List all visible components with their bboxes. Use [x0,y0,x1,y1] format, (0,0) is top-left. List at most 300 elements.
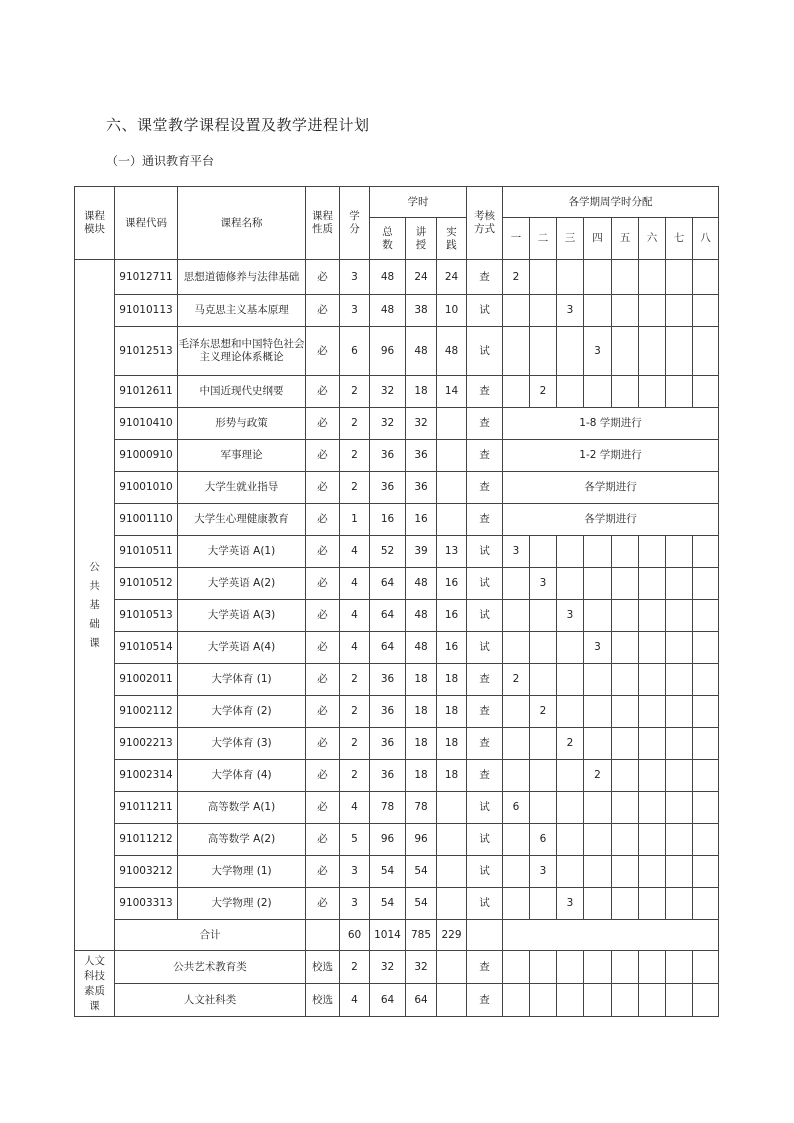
course-name: 公共艺术教育类 [115,951,306,984]
course-credit: 4 [340,568,370,600]
module-humanities [75,951,115,1017]
course-nature: 必 [306,327,340,376]
hours-total: 32 [370,408,406,440]
semester-hours [612,664,639,696]
header-semester-1: 一 [503,218,530,260]
semester-hours [503,600,530,632]
course-credit: 2 [340,472,370,504]
hours-lecture: 38 [406,295,437,327]
semester-hours: 2 [557,728,584,760]
header-semester-6: 六 [639,218,666,260]
course-nature: 必 [306,440,340,472]
semester-hours [612,888,639,920]
semester-hours [693,984,719,1017]
semester-hours [584,951,612,984]
course-name: 大学物理 (2) [178,888,306,920]
exam-method: 查 [467,260,503,295]
semester-hours [666,696,693,728]
semester-hours [612,600,639,632]
semester-hours [612,792,639,824]
course-nature: 必 [306,632,340,664]
semester-hours [503,984,530,1017]
hours-total: 48 [370,260,406,295]
hours-practice [437,984,467,1017]
semester-hours [503,568,530,600]
module-label: 人文科技素质课 [84,954,105,1012]
semester-hours [639,792,666,824]
table-row [75,600,719,632]
semester-hours [557,760,584,792]
hours-practice [437,440,467,472]
course-code: 91010512 [115,568,178,600]
hours-total: 54 [370,888,406,920]
hours-total: 36 [370,760,406,792]
hours-total: 16 [370,504,406,536]
table-row [75,536,719,568]
semester-hours [584,568,612,600]
semester-hours [693,824,719,856]
section-subtitle: （一）通识教育平台 [106,154,215,168]
course-name: 大学英语 A(2) [178,568,306,600]
semester-hours [693,536,719,568]
course-name: 大学英语 A(3) [178,600,306,632]
hours-total: 36 [370,696,406,728]
semester-span-note: 各学期进行 [503,472,719,504]
semester-hours [584,984,612,1017]
semester-hours: 2 [584,760,612,792]
semester-hours [693,632,719,664]
semester-hours [693,568,719,600]
course-nature: 必 [306,888,340,920]
semester-hours: 2 [503,260,530,295]
header-hours-practice: 实 践 [437,218,467,260]
table-row [75,760,719,792]
header-semester-8: 八 [693,218,719,260]
semester-hours [693,728,719,760]
semester-hours [584,536,612,568]
course-credit: 2 [340,376,370,408]
semester-hours [639,856,666,888]
table-row [75,888,719,920]
hours-lecture: 96 [406,824,437,856]
course-credit: 6 [340,327,370,376]
semester-hours [639,295,666,327]
header-semester-2: 二 [530,218,557,260]
subtotal-exam [467,920,503,951]
hours-practice [437,408,467,440]
course-code: 91010513 [115,600,178,632]
hours-lecture: 32 [406,951,437,984]
exam-method: 试 [467,792,503,824]
hours-practice [437,792,467,824]
course-credit: 2 [340,696,370,728]
semester-hours [503,824,530,856]
header-credit: 学 分 [340,187,370,260]
table-row [75,472,719,504]
semester-hours [639,632,666,664]
course-name: 形势与政策 [178,408,306,440]
semester-hours [639,728,666,760]
subtotal-lecture: 785 [406,920,437,951]
semester-span-note: 1-8 学期进行 [503,408,719,440]
semester-hours [584,856,612,888]
course-code: 91012513 [115,327,178,376]
semester-hours [530,760,557,792]
course-name: 人文社科类 [115,984,306,1017]
semester-hours [584,728,612,760]
hours-lecture: 18 [406,696,437,728]
semester-hours [639,664,666,696]
course-credit: 4 [340,600,370,632]
course-credit: 4 [340,984,370,1017]
semester-hours [557,951,584,984]
course-credit: 1 [340,504,370,536]
header-name: 课程名称 [178,187,306,260]
header-exam: 考核 方式 [467,187,503,260]
semester-hours [666,824,693,856]
module-public-basic [75,260,115,951]
semester-hours [503,295,530,327]
semester-hours [503,951,530,984]
table-row [75,295,719,327]
hours-lecture: 48 [406,632,437,664]
hours-practice [437,951,467,984]
hours-practice [437,472,467,504]
semester-hours [639,824,666,856]
semester-hours [530,984,557,1017]
hours-lecture: 18 [406,376,437,408]
semester-hours [639,260,666,295]
table-row [75,984,719,1017]
semester-hours [612,632,639,664]
hours-total: 64 [370,600,406,632]
semester-hours [612,951,639,984]
semester-hours [530,327,557,376]
semester-hours [666,260,693,295]
hours-practice: 24 [437,260,467,295]
course-nature: 必 [306,260,340,295]
semester-hours [666,327,693,376]
course-code: 91010514 [115,632,178,664]
semester-hours [584,600,612,632]
exam-method: 查 [467,376,503,408]
table-row [75,376,719,408]
hours-practice: 16 [437,632,467,664]
hours-practice: 10 [437,295,467,327]
table-row [75,632,719,664]
course-name: 马克思主义基本原理 [178,295,306,327]
table-row [75,440,719,472]
semester-hours [612,295,639,327]
semester-hours [666,568,693,600]
hours-total: 78 [370,792,406,824]
course-nature: 必 [306,472,340,504]
exam-method: 查 [467,760,503,792]
semester-hours [612,696,639,728]
course-name: 高等数学 A(2) [178,824,306,856]
course-code: 91002314 [115,760,178,792]
semester-hours [557,824,584,856]
semester-hours [639,376,666,408]
course-credit: 4 [340,536,370,568]
course-nature: 必 [306,504,340,536]
semester-hours [612,728,639,760]
semester-hours [639,327,666,376]
semester-hours [693,696,719,728]
subtotal-total: 1014 [370,920,406,951]
course-code: 91012611 [115,376,178,408]
course-code: 91002011 [115,664,178,696]
hours-total: 96 [370,327,406,376]
course-nature: 必 [306,696,340,728]
course-nature: 必 [306,600,340,632]
table-row [75,856,719,888]
semester-hours [693,327,719,376]
semester-hours [557,568,584,600]
exam-method: 试 [467,888,503,920]
course-name: 大学体育 (3) [178,728,306,760]
course-nature: 必 [306,792,340,824]
semester-hours [639,760,666,792]
exam-method: 试 [467,632,503,664]
course-nature: 必 [306,824,340,856]
semester-hours [503,632,530,664]
hours-total: 52 [370,536,406,568]
hours-practice [437,824,467,856]
subtotal-credit: 60 [340,920,370,951]
hours-practice: 16 [437,600,467,632]
semester-hours [693,856,719,888]
semester-hours [612,824,639,856]
header-hours-total: 总 数 [370,218,406,260]
exam-method: 试 [467,568,503,600]
semester-hours [639,536,666,568]
course-credit: 2 [340,664,370,696]
semester-hours [503,728,530,760]
semester-hours [639,568,666,600]
exam-method: 试 [467,824,503,856]
semester-hours [693,760,719,792]
exam-method: 试 [467,295,503,327]
course-name: 大学英语 A(4) [178,632,306,664]
semester-hours [666,600,693,632]
header-semester-7: 七 [666,218,693,260]
semester-hours [639,951,666,984]
module-label: 公共基础课 [89,560,100,649]
course-code: 91001010 [115,472,178,504]
course-code: 91002112 [115,696,178,728]
header-module: 课程 模块 [75,187,115,260]
course-nature: 必 [306,536,340,568]
hours-practice: 16 [437,568,467,600]
semester-hours [530,632,557,664]
semester-hours [530,664,557,696]
exam-method: 查 [467,984,503,1017]
semester-hours [530,295,557,327]
course-credit: 2 [340,760,370,792]
semester-hours [503,888,530,920]
course-credit: 2 [340,951,370,984]
subtotal-label: 合计 [115,920,306,951]
course-name: 大学生心理健康教育 [178,504,306,536]
exam-method: 试 [467,327,503,376]
semester-hours: 2 [503,664,530,696]
course-credit: 3 [340,295,370,327]
semester-hours [530,792,557,824]
course-code: 91000910 [115,440,178,472]
hours-practice: 18 [437,664,467,696]
course-code: 91002213 [115,728,178,760]
semester-hours [666,536,693,568]
semester-hours: 3 [530,568,557,600]
semester-hours: 6 [503,792,530,824]
semester-hours [639,600,666,632]
exam-method: 查 [467,440,503,472]
exam-method: 查 [467,696,503,728]
course-code: 91003212 [115,856,178,888]
semester-hours [557,536,584,568]
semester-hours [666,951,693,984]
semester-hours: 3 [584,327,612,376]
table-row [75,504,719,536]
hours-lecture: 24 [406,260,437,295]
hours-lecture: 16 [406,504,437,536]
semester-hours [612,260,639,295]
semester-hours [530,260,557,295]
hours-total: 36 [370,472,406,504]
semester-hours: 2 [530,696,557,728]
table-row [75,664,719,696]
course-credit: 3 [340,856,370,888]
header-semester-5: 五 [612,218,639,260]
semester-hours: 3 [530,856,557,888]
course-nature: 必 [306,295,340,327]
hours-practice: 48 [437,327,467,376]
course-credit: 2 [340,408,370,440]
semester-hours [666,376,693,408]
table-row [75,696,719,728]
semester-hours [503,696,530,728]
semester-hours [612,760,639,792]
hours-practice [437,888,467,920]
semester-hours [530,728,557,760]
semester-hours [584,888,612,920]
course-nature: 必 [306,856,340,888]
semester-hours [693,260,719,295]
hours-lecture: 39 [406,536,437,568]
header-semester-4: 四 [584,218,612,260]
course-name: 高等数学 A(1) [178,792,306,824]
course-credit: 2 [340,728,370,760]
exam-method: 查 [467,472,503,504]
page-title: 六、课堂教学课程设置及教学进程计划 [106,116,370,134]
hours-lecture: 54 [406,888,437,920]
semester-hours [693,792,719,824]
semester-hours [666,792,693,824]
hours-total: 96 [370,824,406,856]
semester-hours [584,664,612,696]
semester-hours [639,888,666,920]
hours-lecture: 18 [406,728,437,760]
hours-total: 64 [370,568,406,600]
course-name: 大学体育 (4) [178,760,306,792]
hours-total: 48 [370,295,406,327]
semester-hours [666,856,693,888]
hours-total: 36 [370,440,406,472]
hours-practice [437,856,467,888]
hours-total: 36 [370,728,406,760]
course-name: 思想道德修养与法律基础 [178,260,306,295]
semester-hours [666,295,693,327]
exam-method: 查 [467,408,503,440]
semester-hours [584,696,612,728]
course-credit: 4 [340,632,370,664]
hours-practice [437,504,467,536]
semester-hours [666,984,693,1017]
header-semester-dist: 各学期周学时分配 [503,187,719,218]
hours-lecture: 48 [406,568,437,600]
semester-hours [557,632,584,664]
semester-hours [557,260,584,295]
course-code: 91010410 [115,408,178,440]
course-name: 大学生就业指导 [178,472,306,504]
course-credit: 4 [340,792,370,824]
semester-hours [530,951,557,984]
semester-hours [530,536,557,568]
semester-hours [666,664,693,696]
hours-practice: 18 [437,696,467,728]
course-name: 军事理论 [178,440,306,472]
hours-lecture: 18 [406,664,437,696]
semester-hours [666,888,693,920]
subtotal-nature [306,920,340,951]
course-nature: 必 [306,408,340,440]
semester-hours: 3 [503,536,530,568]
semester-hours [612,568,639,600]
semester-hours [584,792,612,824]
semester-hours [503,327,530,376]
course-nature: 必 [306,568,340,600]
semester-hours [612,327,639,376]
semester-hours [557,327,584,376]
course-plan-table [74,186,719,1017]
semester-hours [666,760,693,792]
table-row [75,327,719,376]
semester-hours [503,376,530,408]
semester-hours [557,984,584,1017]
semester-hours [557,664,584,696]
course-code: 91011211 [115,792,178,824]
semester-hours [639,984,666,1017]
semester-hours [639,696,666,728]
semester-hours [693,600,719,632]
course-code: 91012711 [115,260,178,295]
course-name: 大学英语 A(1) [178,536,306,568]
semester-hours [530,600,557,632]
semester-hours [503,856,530,888]
exam-method: 查 [467,728,503,760]
semester-hours [557,696,584,728]
course-nature: 校选 [306,984,340,1017]
hours-practice: 13 [437,536,467,568]
header-hours: 学时 [370,187,467,218]
semester-span-note: 1-2 学期进行 [503,440,719,472]
course-code: 91011212 [115,824,178,856]
course-credit: 5 [340,824,370,856]
table-row [75,951,719,984]
header-code: 课程代码 [115,187,178,260]
semester-hours: 6 [530,824,557,856]
